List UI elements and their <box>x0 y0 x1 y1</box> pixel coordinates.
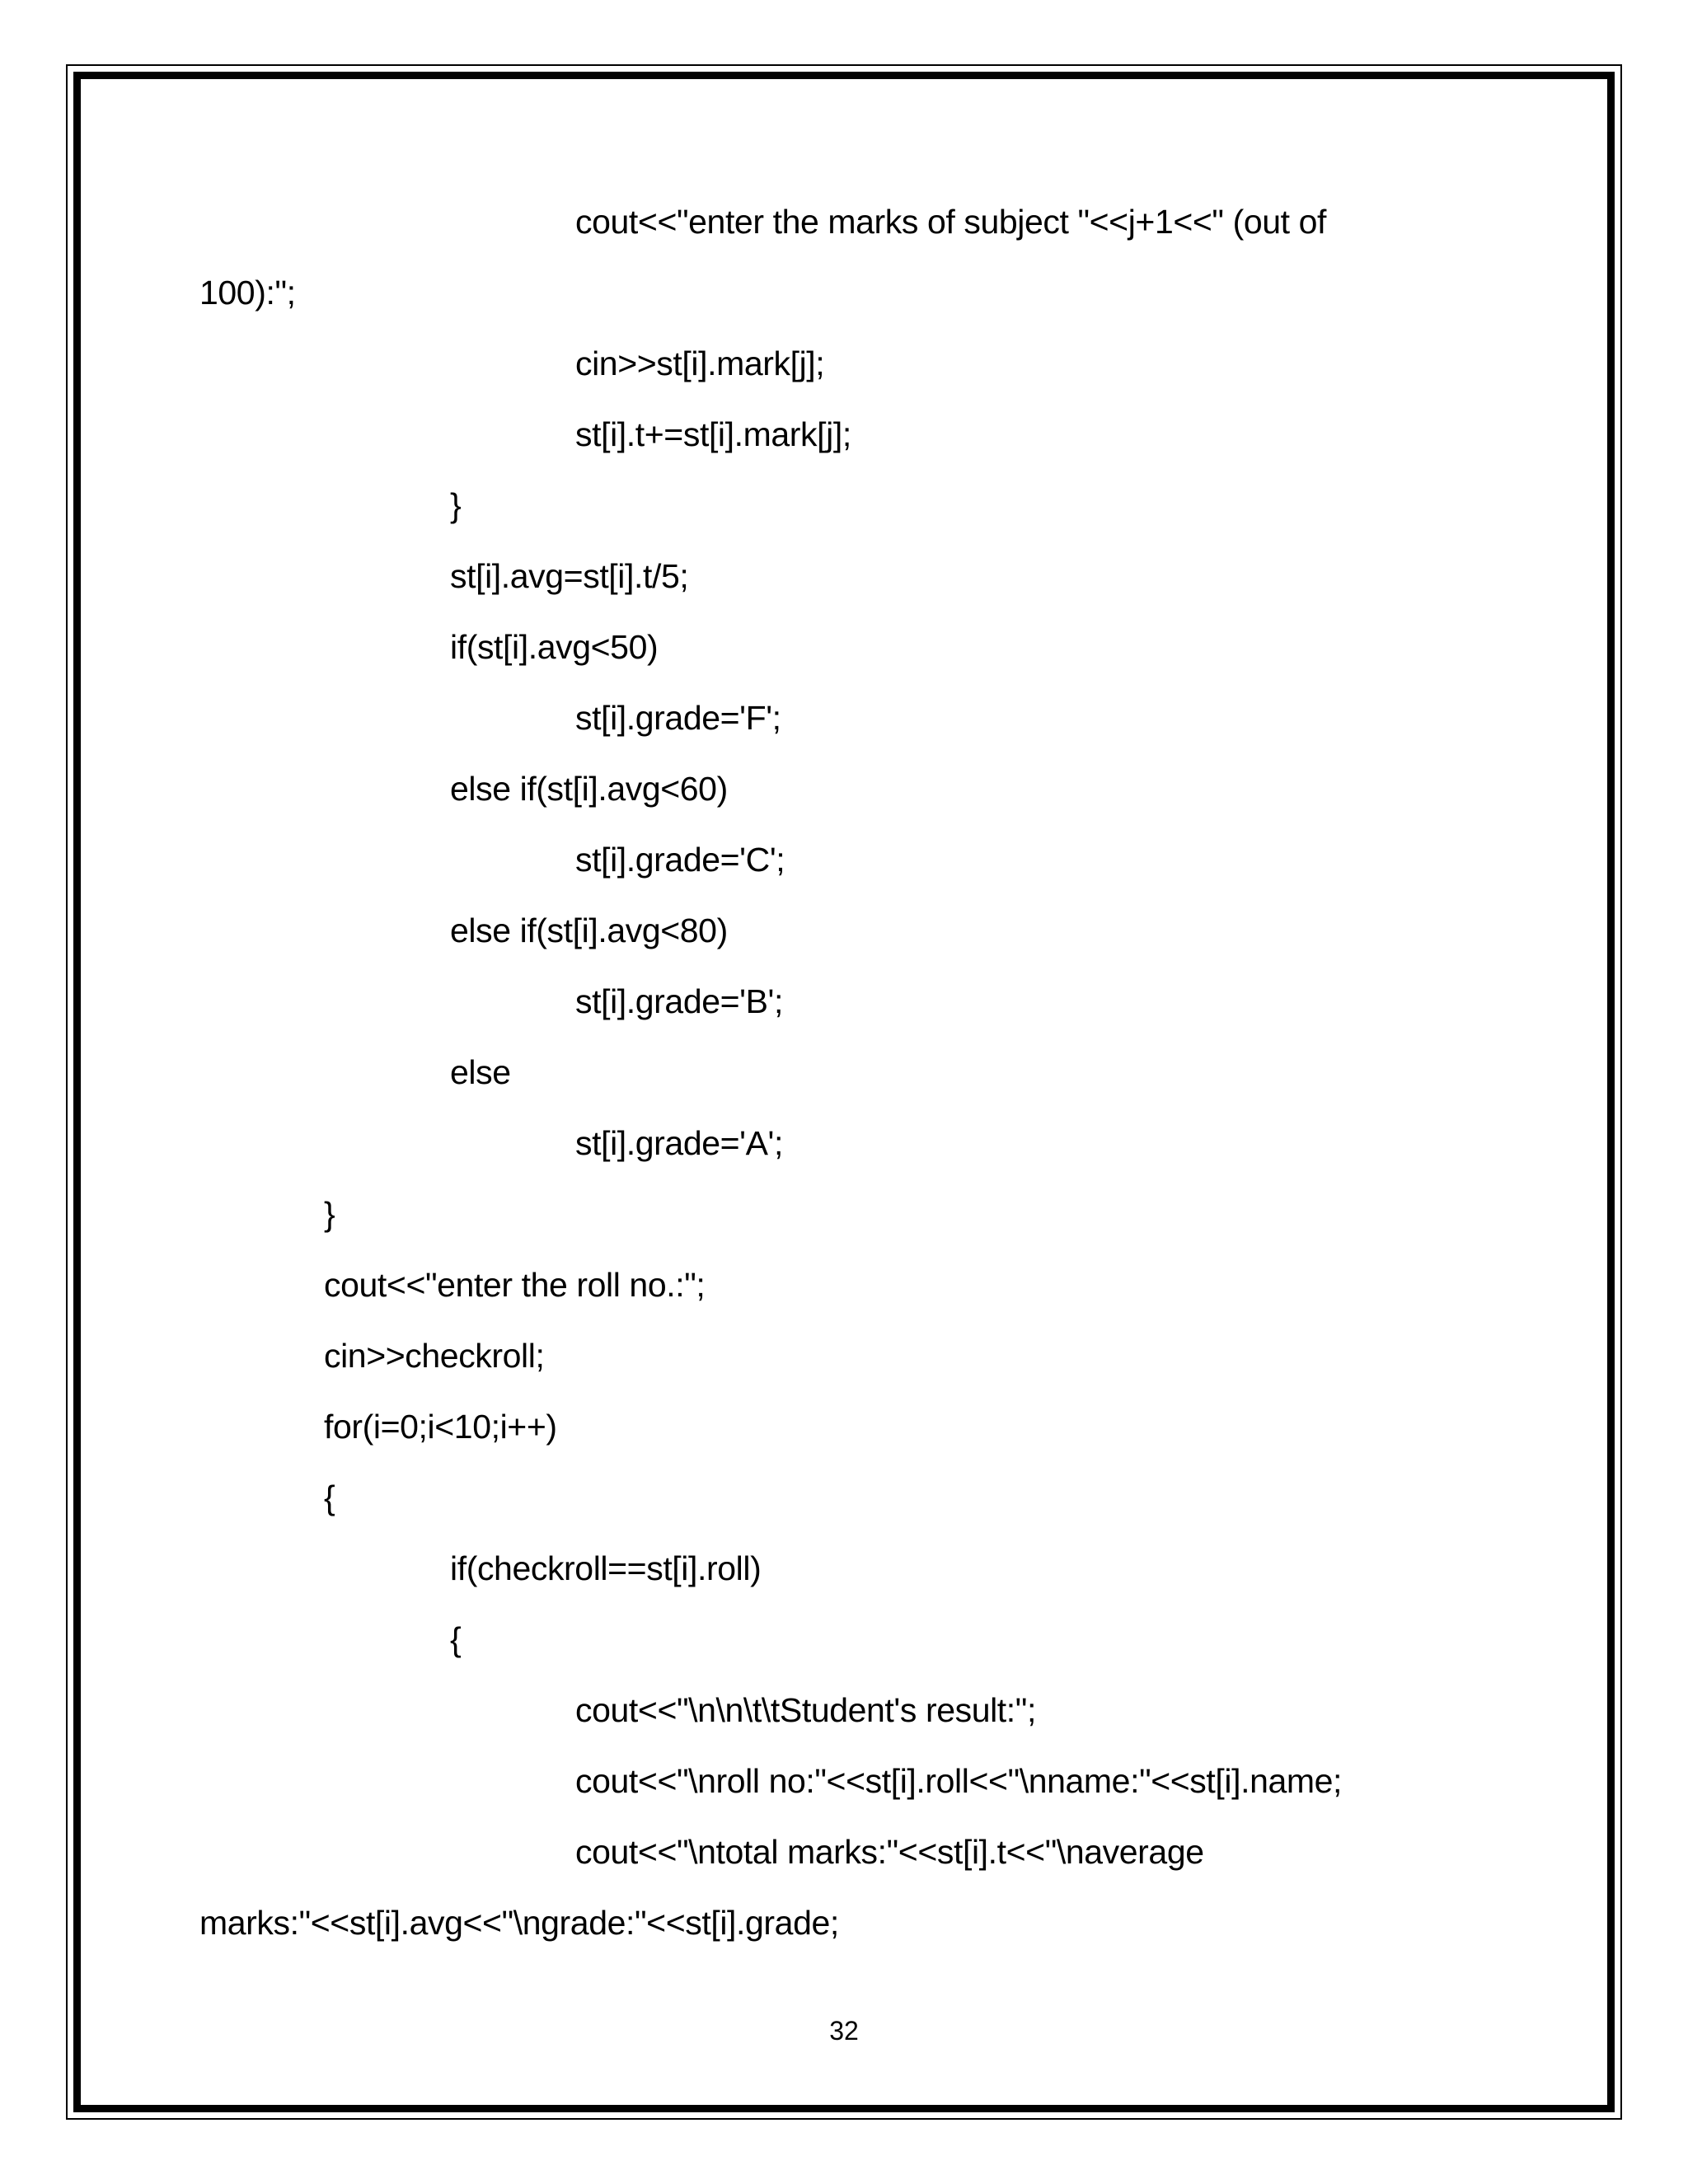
code-line: st[i].grade='C'; <box>575 841 785 879</box>
code-line: 100):"; <box>199 274 296 312</box>
code-line: if(checkroll==st[i].roll) <box>450 1549 762 1587</box>
code-line: { <box>324 1479 335 1516</box>
code-line: { <box>450 1620 462 1658</box>
code-line: cin>>st[i].mark[j]; <box>575 344 825 382</box>
code-line: cout<<"\nroll no:"<<st[i].roll<<"\nname:"<<st[i].name; <box>575 1762 1343 1800</box>
code-line: cout<<"enter the marks of subject "<<j+1<<" (out of <box>575 203 1327 241</box>
code-line: } <box>324 1195 335 1233</box>
code-line: st[i].grade='A'; <box>575 1124 783 1162</box>
code-line: if(st[i].avg<50) <box>450 628 659 666</box>
code-line: } <box>450 486 462 524</box>
page-number: 32 <box>829 2016 859 2046</box>
code-line: st[i].grade='F'; <box>575 699 781 737</box>
code-line: st[i].grade='B'; <box>575 982 783 1020</box>
code-line: marks:"<<st[i].avg<<"\ngrade:"<<st[i].grade; <box>199 1904 839 1942</box>
code-line: else if(st[i].avg<60) <box>450 770 728 808</box>
code-line: for(i=0;i<10;i++) <box>324 1408 557 1446</box>
code-line: st[i].avg=st[i].t/5; <box>450 557 689 595</box>
code-line: st[i].t+=st[i].mark[j]; <box>575 415 851 453</box>
code-line: else if(st[i].avg<80) <box>450 912 728 949</box>
code-line: cin>>checkroll; <box>324 1337 545 1375</box>
code-line: cout<<"enter the roll no.:"; <box>324 1266 706 1304</box>
code-line: cout<<"\ntotal marks:"<<st[i].t<<"\naverage <box>575 1833 1204 1871</box>
page-border-inner <box>73 72 1615 2112</box>
code-line: else <box>450 1053 511 1091</box>
code-line: cout<<"\n\n\t\tStudent's result:"; <box>575 1691 1036 1729</box>
